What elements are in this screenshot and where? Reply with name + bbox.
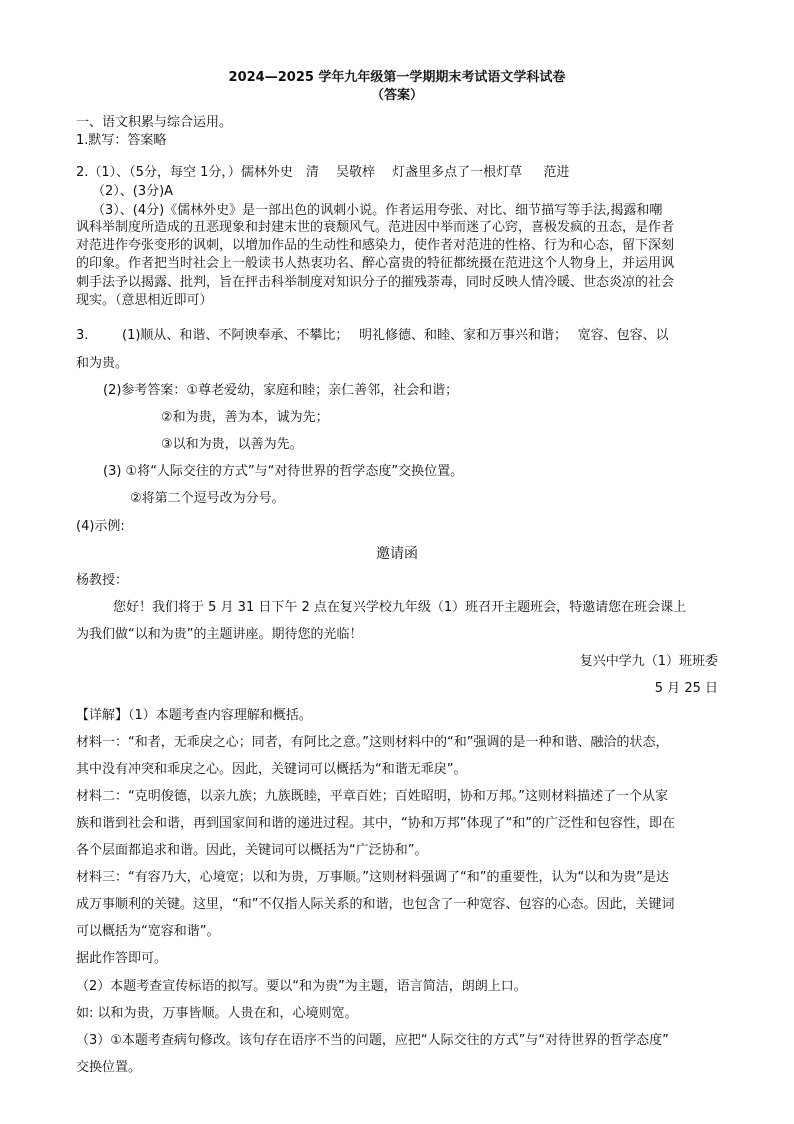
letter-salutation: 杨教授： — [76, 573, 129, 588]
letter-body: 您好！我们将于 5 月 31 日下午 2 点在复兴学校九年级（1）班召开主题班会，特邀请您在班会课上 — [113, 600, 687, 615]
explanation-line: 交换位置。 — [76, 1060, 142, 1075]
explanation-line: 其中没有冲突和乖戾之心。因此，关键词可以概括为“和谐无乖戾”。 — [76, 762, 467, 777]
q2-line: 刺手法予以揭露、批判，旨在抨击科举制度对知识分子的摧残荼毒，同时反映人情冷暖、世态炎凉的社会 — [76, 275, 675, 290]
explanation-line: 成万事顺利的关键。这里，“和”不仅指人际关系的和谐，也包含了一种宽容、包容的心态。因此，关键词 — [76, 897, 675, 912]
letter-title: 邀请函 — [376, 546, 418, 562]
explanation-line: 可以概括为“宽容和谐”。 — [76, 924, 220, 939]
q2-line: 2.（1）、（5分，每空 1分，）儒林外史 清 吴敬梓 灯盏里多点了一根灯草 范进 — [76, 165, 570, 180]
q3-part2: ③以和为贵，以善为先。 — [161, 437, 303, 452]
section-heading: 一、语文积累与综合运用。 — [76, 115, 233, 130]
q3-part3: ②将第二个逗号改为分号。 — [130, 491, 285, 506]
q3-part4-label: (4)示例: — [76, 519, 125, 534]
explanation-line: 材料二：“克明俊德，以亲九族；九族既睦，平章百姓；百姓昭明，协和万邦。”这则材料描述了一个从家 — [76, 789, 668, 804]
explanation-line: （2）本题考查宣传标语的拟写。要以“和为贵”为主题，语言简洁，朗朗上口。 — [76, 979, 527, 994]
explanation-line: 如: 以和为贵，万事皆顺。人贵在和，心境则宽。 — [76, 1006, 358, 1021]
q2-line: 讽科举制度所造成的丑恶现象和封建末世的衰颓风气。范进因中举而迷了心窍，喜极发疯的丑态，是作者 — [76, 220, 675, 235]
q2-line: （3）、(4分)《儒林外史》是一部出色的讽刺小说。作者运用夸张、对比、细节描写等手法,揭露和嘲 — [92, 203, 663, 218]
q2-line: 对范进作夸张变形的讽刺，以增加作品的生动性和感染力，使作者对范进的性格、行为和心态，留下深刻 — [76, 238, 675, 253]
q3-part1: (1)顺从、和谐、不阿谀奉承、不攀比； 明礼修德、和睦、家和万事兴和谐； 宽容、包容、以 — [122, 328, 669, 343]
q1-answer: 1.默写：答案略 — [76, 133, 167, 148]
q3-number: 3. — [76, 328, 89, 343]
letter-date: 5 月 25 日 — [654, 681, 718, 696]
page-title: 2024—2025 学年九年级第一学期期末考试语文学科试卷 — [228, 70, 566, 85]
letter-sender: 复兴中学九（1）班班委 — [579, 654, 718, 669]
q3-part3: (3) ①将“人际交往的方式”与“对待世界的哲学态度”交换位置。 — [103, 464, 464, 479]
explanation-line: 材料一：“和者，无乖戾之心；同者，有阿比之意。”这则材料中的“和”强调的是一种和谐、融洽的状态， — [76, 735, 669, 750]
q2-line: 的印象。作者把当时社会上一般读书人热衷功名、醉心富贵的特征都统摄在范进这个人物身上，并运用讽 — [76, 256, 675, 271]
explanation-line: 族和谐到社会和谐，再到国家间和谐的递进过程。其中，“协和万邦”体现了“和”的广泛性和包容性，即在 — [76, 816, 675, 831]
q3-part2: ②和为贵，善为本，诚为先； — [161, 410, 329, 425]
q2-line: （2）、(3分)A — [92, 184, 174, 199]
q3-part1: 和为贵。 — [76, 356, 129, 371]
letter-body: 为我们做“以和为贵”的主题讲座。期待您的光临！ — [76, 627, 363, 642]
explanation-line: 【详解】（1）本题考查内容理解和概括。 — [76, 708, 312, 723]
q3-part2: (2)参考答案：①尊老爱幼，家庭和睦；亲仁善邻，社会和谐； — [103, 383, 459, 398]
q2-line: 现实。（意思相近即可） — [76, 293, 213, 308]
explanation-line: 各个层面都追求和谐。因此，关键词可以概括为“广泛协和”。 — [76, 843, 428, 858]
page-subtitle: （答案） — [370, 88, 423, 103]
explanation-line: （3）①本题考查病句修改。该句存在语序不当的问题，应把“人际交往的方式”与“对待世界的哲学态度” — [76, 1033, 669, 1048]
explanation-line: 材料三：“有容乃大，心境宽；以和为贵，万事顺。”这则材料强调了“和”的重要性，认为“以和为贵”是达 — [76, 870, 669, 885]
explanation-line: 据此作答即可。 — [76, 951, 168, 966]
